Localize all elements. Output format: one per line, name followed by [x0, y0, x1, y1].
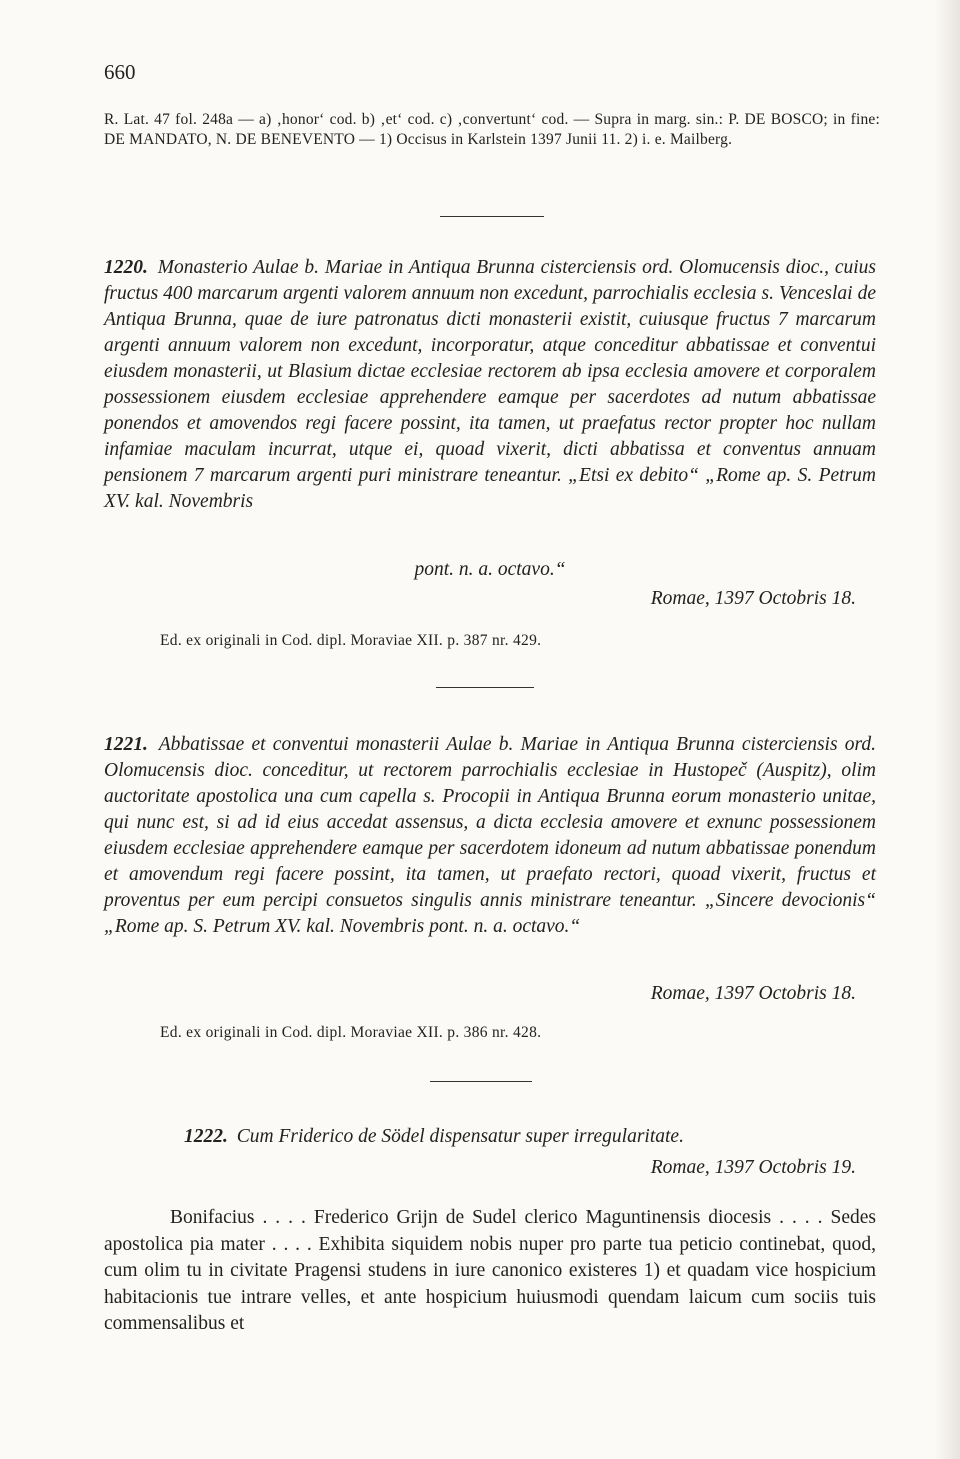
separator-rule: [430, 1081, 532, 1082]
edition-note: Ed. ex originali in Cod. dipl. Moraviae XII. p. 386 nr. 428.: [160, 1024, 542, 1041]
entry-text: Monasterio Aulae b. Mariae in Antiqua Brunna cisterciensis ord. Olomucensis dioc., cuius fructus 400 marcarum argenti valorem annuum non excedunt, parrochialis ecclesia s. Venceslai de Antiqua Brunna, quae de iure patronatus dicti monasterii existit, cuiusque fructus 7 marcarum argenti annuum valorem non excedunt, incorporatur, atque conceditur abbatissae et conventui eiusdem monasterii, ut Blasium dictae ecclesiae rectorem ab ipsa ecclesia amovere et corporalem possessionem eiusdem ecclesiae apprehendere eamque per sacerdotes ad nutum abbatissae ponendos et amovendos regi facere possint, ita tamen, ut praefatus rector propter hoc nullam infamiae maculam incurrat, utque ei, quoad vixerit, dicti abbatissa et conventus annuam pensionem 7 marcarum argenti puri ministrare teneantur. „Etsi ex debito“ „Rome ap. S. Petrum XV. kal. Novembris: [104, 257, 876, 512]
entry-text: Cum Friderico de Södel dispensatur super irregularitate.: [236, 1126, 684, 1147]
separator-rule: [436, 687, 534, 688]
entry-text: Abbatissae et conventui monasterii Aulae b. Mariae in Antiqua Brunna cisterciensis ord. Olomucensis dioc. conceditur, ut rectorem parrochialis ecclesiae in Hustopeč (Auspitz), olim auctoritate apostolica una cum capella s. Procopii in Antiqua Brunna eorum monasterio unitae, qui nunc est, si ad id eius accedat assensus, a dicta ecclesia amovere et exnunc possessionem eiusdem ecclesiae apprehendere eamque per sacerdotem idoneum ad nutum abbatissae ponendum et amovendum regi facere possint, ita tamen, ut praefato rectori, quoad vixerit, fructus et proventus per eum percipi consuetos singulis annis ministrare teneantur. „Sincere devocionis“ „Rome ap. S. Petrum XV. kal. Novembris pont. n. a. octavo.“: [104, 734, 876, 937]
edition-note: Ed. ex originali in Cod. dipl. Moraviae XII. p. 387 nr. 429.: [160, 632, 542, 649]
page-number: 660: [104, 60, 136, 84]
entry-date: Romae, 1397 Octobris 19.: [650, 1157, 856, 1178]
entry-number: 1222.: [184, 1126, 228, 1147]
footnotes-text: R. Lat. 47 fol. 248a — a) ‚honor‘ cod. b) ‚et‘ cod. c) ‚convertunt‘ cod. — Supra in marg. sin.: P. DE BOSCO; in fine: DE MANDATO, N. DE BENEVENTO — 1) Occisus in Karlstein 1397 Junii 11. 2) i. e. Mailberg.: [104, 111, 880, 148]
entry-1222: [184, 1124, 876, 1150]
entry-tail: pont. n. a. octavo.“: [414, 559, 566, 580]
entry-1220: [104, 255, 876, 515]
entry-1221: [104, 732, 876, 940]
entry-date: Romae, 1397 Octobris 18.: [650, 588, 856, 609]
footnotes-block: [104, 110, 880, 150]
entry-number: 1220.: [104, 257, 148, 278]
entry-date: Romae, 1397 Octobris 18.: [650, 983, 856, 1004]
page-edge-shadow: [934, 0, 960, 1459]
entry-number: 1221.: [104, 734, 148, 755]
document-body: [104, 1205, 876, 1338]
body-text: Bonifacius . . . . Frederico Grijn de Sudel clerico Maguntinensis diocesis . . . . Sedes apostolica pia mater . . . . Exhibita siquidem nobis nuper pro parte tua peticio continebat, quod, cum olim tu in civitate Pragensi studens in iure canonico existeres 1) et quadam vice hospicium habitacionis tue intrare velles, et ante hospicium huiusmodi quendam laicum cum sociis tuis commensalibus et: [104, 1207, 876, 1334]
separator-rule: [440, 216, 544, 217]
